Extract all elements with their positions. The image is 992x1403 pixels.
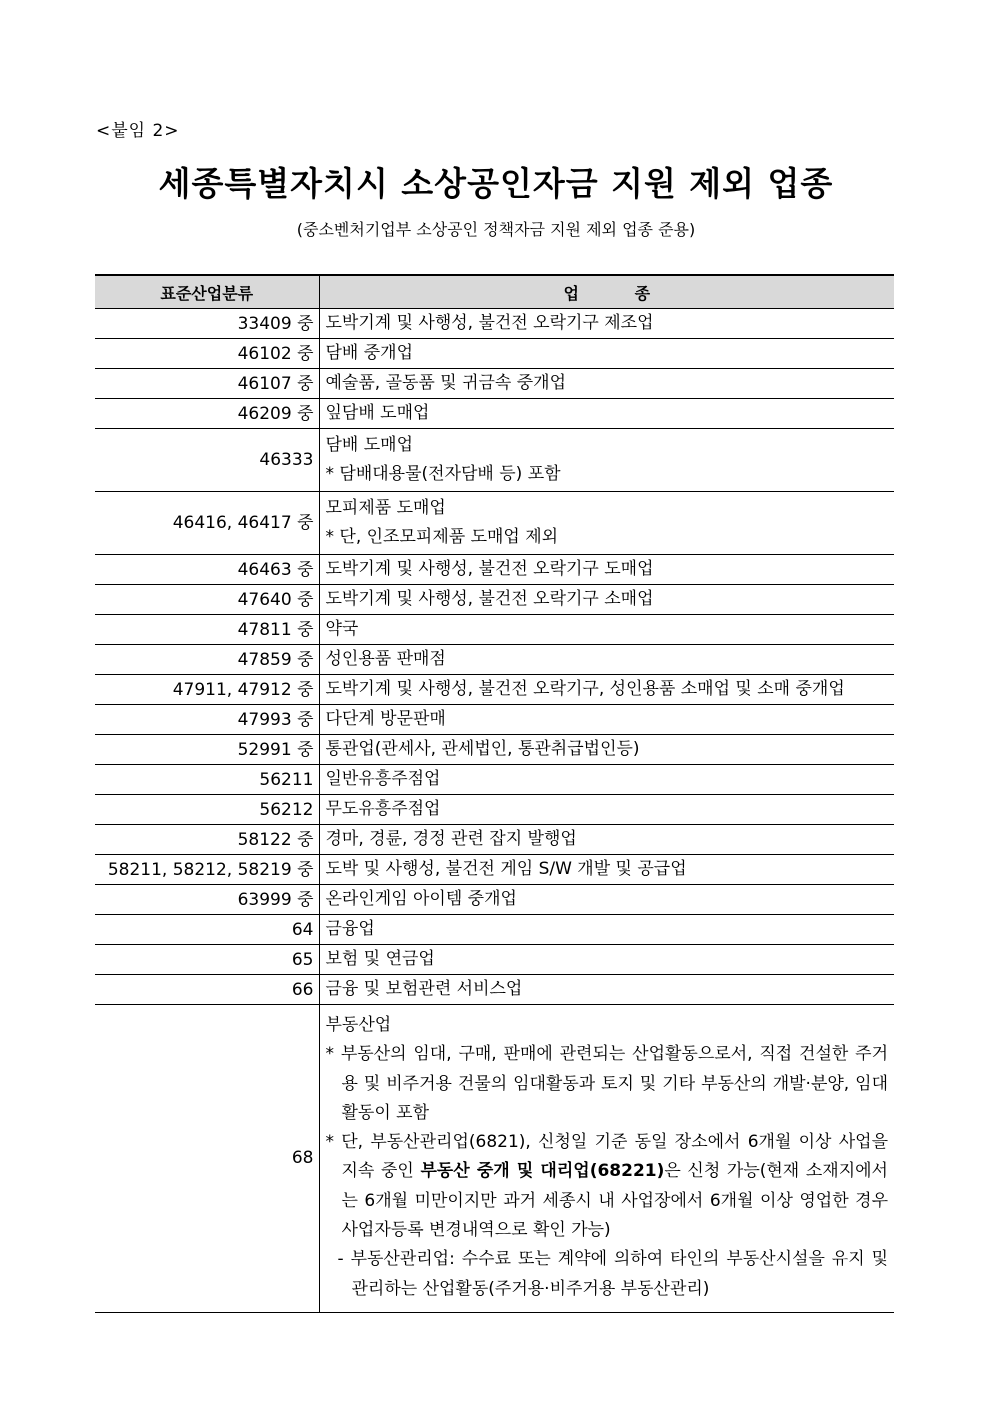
table-cell-code: 47859 중: [95, 645, 319, 675]
table-cell-industry: [319, 369, 894, 399]
table-header-row: [95, 275, 894, 309]
industry-name: 금융업: [325, 919, 375, 939]
industry-name: 담배 중개업: [325, 343, 414, 363]
real-estate-note-1: * 부동산의 임대, 구매, 판매에 관련되는 산업활동으로서, 직접 건설한 주거용 및 비주거용 건물의 임대활동과 토지 및 기타 부동산의 개발·분양, 임대 활동이 포함: [325, 1044, 888, 1123]
industry-name: 도박 및 사행성, 불건전 게임 S/W 개발 및 공급업: [325, 859, 687, 879]
real-estate-note-3: - 부동산관리업: 수수료 또는 계약에 의하여 타인의 부동산시설을 유지 및 관리하는 산업활동(주거용·비주거용 부동산관리): [337, 1249, 888, 1299]
table-cell-industry: [319, 585, 894, 615]
industry-name: 보험 및 연금업: [325, 949, 435, 969]
table-row: [95, 369, 894, 399]
table-cell-code: 46333: [95, 429, 319, 492]
table-cell-code: 33409 중: [95, 309, 319, 339]
table-row: [95, 492, 894, 555]
attachment-label: <붙임 2>: [96, 121, 180, 141]
table-cell-code: 47640 중: [95, 585, 319, 615]
table-row-real-estate: [95, 1005, 894, 1313]
industry-name: 금융 및 보험관련 서비스업: [325, 979, 523, 999]
table-row: [95, 309, 894, 339]
header-industry: 업 종: [319, 275, 894, 309]
table-cell-code: 46102 중: [95, 339, 319, 369]
table-cell-code: 46107 중: [95, 369, 319, 399]
real-estate-note-2: [326, 1128, 889, 1245]
table-row: [95, 735, 894, 765]
industry-name: 도박기계 및 사행성, 불건전 오락기구 도매업: [325, 559, 654, 579]
table-cell-industry: [319, 615, 894, 645]
table-row: [95, 645, 894, 675]
table-cell-industry: [319, 765, 894, 795]
industry-note: * 담배대용물(전자담배 등) 포함: [325, 464, 561, 484]
table-cell-code: 47811 중: [95, 615, 319, 645]
table-cell-code: 46416, 46417 중: [95, 492, 319, 555]
industry-name: 약국: [325, 619, 359, 639]
industry-name: 담배 도매업: [325, 435, 414, 455]
table-row: [95, 945, 894, 975]
table-cell-industry: [319, 795, 894, 825]
industry-name: 도박기계 및 사행성, 불건전 오락기구 소매업: [325, 589, 654, 609]
table-row: [95, 915, 894, 945]
table-cell-code: 56212: [95, 795, 319, 825]
table-cell-code: 56211: [95, 765, 319, 795]
table-cell-code: 63999 중: [95, 885, 319, 915]
table-cell-industry: [319, 399, 894, 429]
table-cell-code: 65: [95, 945, 319, 975]
industry-name: 경마, 경륜, 경정 관련 잡지 발행업: [325, 829, 577, 849]
table-cell-code: 68: [95, 1005, 319, 1313]
table-cell-industry: [319, 339, 894, 369]
table-row: [95, 615, 894, 645]
table-cell-code: 47993 중: [95, 705, 319, 735]
industry-name: 온라인게임 아이템 중개업: [325, 889, 517, 909]
table-row: [95, 855, 894, 885]
table-cell-code: 66: [95, 975, 319, 1005]
header-code: 표준산업분류: [95, 275, 319, 309]
table-cell-industry: [319, 492, 894, 555]
industry-name: 일반유흥주점업: [325, 769, 441, 789]
table-cell-code: 58122 중: [95, 825, 319, 855]
industry-name: 통관업(관세사, 관세법인, 통관취급법인등): [325, 739, 640, 759]
table-cell-industry: [319, 975, 894, 1005]
table-cell-industry: [319, 705, 894, 735]
note-2-text-end: 은 신청 가능(현재 소재지에서는 6개월 미만이지만 과거 세종시 내 사업장에서 6개월 이상 영업한 경우 사업자등록 변경내역으로 확인 가능): [341, 1161, 888, 1241]
table-cell-industry: [319, 309, 894, 339]
table-cell-code: 52991 중: [95, 735, 319, 765]
note-2-text: * 단, 부동산관리업(6821), 신청일 기준 동일 장소에서 6개월 이상 사업을 지속 중인: [325, 1132, 888, 1182]
table-cell-industry: [319, 825, 894, 855]
table-row: [95, 975, 894, 1005]
table-row: [95, 339, 894, 369]
table-cell-industry: [319, 429, 894, 492]
industry-name: 잎담배 도매업: [325, 403, 430, 423]
table-row: [95, 825, 894, 855]
page-subtitle: (중소벤처기업부 소상공인 정책자금 지원 제외 업종 준용): [296, 220, 696, 239]
table-row: [95, 585, 894, 615]
note-2-bold: 부동산 중개 및 대리업(68221): [420, 1161, 665, 1182]
table-cell-industry: [319, 1005, 894, 1313]
table-row: [95, 429, 894, 492]
table-cell-industry: [319, 945, 894, 975]
industry-name: 도박기계 및 사행성, 불건전 오락기구, 성인용품 소매업 및 소매 중개업: [325, 679, 845, 699]
industry-name: 다단계 방문판매: [325, 709, 446, 729]
table-cell-code: 58211, 58212, 58219 중: [95, 855, 319, 885]
industry-name: 예술품, 골동품 및 귀금속 중개업: [325, 373, 567, 393]
industry-name: 무도유흥주점업: [325, 799, 441, 819]
real-estate-title: 부동산업: [325, 1015, 392, 1035]
table-cell-industry: [319, 855, 894, 885]
industry-name: 모피제품 도매업: [325, 498, 446, 518]
table-row: [95, 675, 894, 705]
table-cell-industry: [319, 675, 894, 705]
excluded-industries-table: [95, 274, 894, 1313]
page-title: 세종특별자치시 소상공인자금 지원 제외 업종: [158, 164, 834, 203]
table-cell-code: 64: [95, 915, 319, 945]
table-cell-industry: [319, 645, 894, 675]
industry-name: 도박기계 및 사행성, 불건전 오락기구 제조업: [325, 313, 654, 333]
table-cell-industry: [319, 555, 894, 585]
table-cell-code: 46463 중: [95, 555, 319, 585]
industry-name: 성인용품 판매점: [325, 649, 446, 669]
industry-note: * 단, 인조모피제품 도매업 제외: [325, 527, 559, 547]
table-cell-code: 46209 중: [95, 399, 319, 429]
table-row: [95, 705, 894, 735]
table-row: [95, 765, 894, 795]
table-cell-industry: [319, 735, 894, 765]
table-cell-code: 47911, 47912 중: [95, 675, 319, 705]
table-row: [95, 885, 894, 915]
table-row: [95, 795, 894, 825]
table-row: [95, 555, 894, 585]
table-cell-industry: [319, 885, 894, 915]
table-cell-industry: [319, 915, 894, 945]
table-row: [95, 399, 894, 429]
